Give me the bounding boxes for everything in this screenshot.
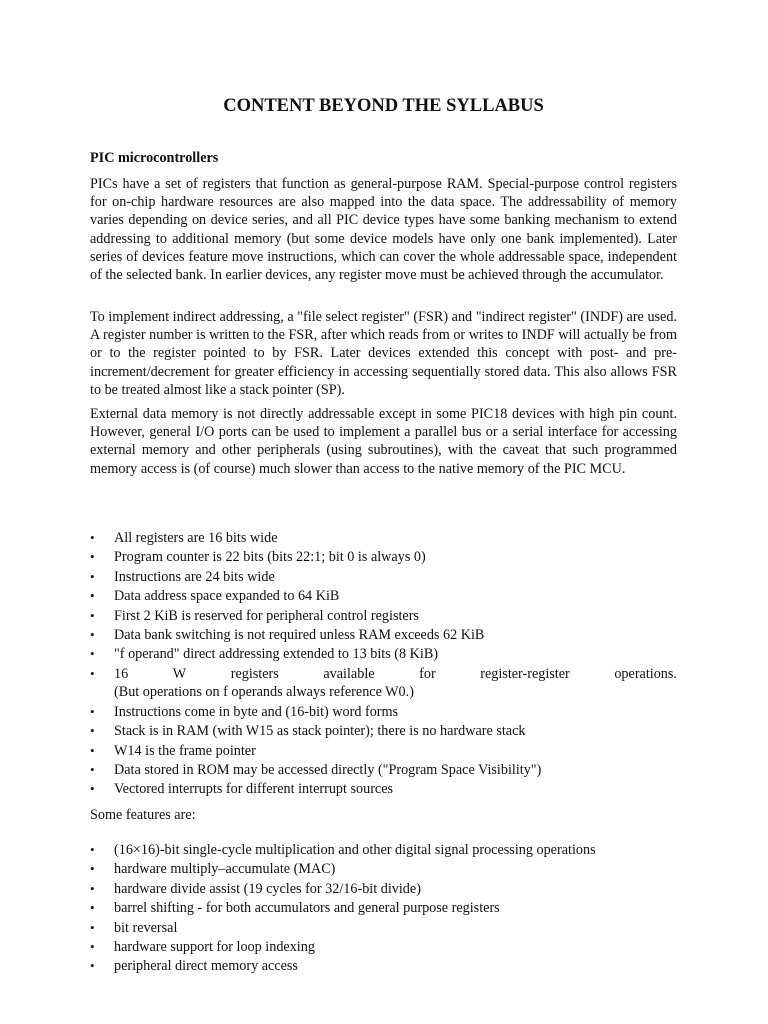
paragraph-registers: PICs have a set of registers that function as general-purpose RAM. Special-purpose control registers for on-chip hardware resources are also mapped into the data space. The addressability of memory varies depending on device series, and all PIC device types have some banking mechanism to extend addressing to additional memory (but some device models have only one bank implemented). Later series of devices feature move instructions, which can cover the whole addressable space, independent of the selected bank. In earlier devices, any register move must be achieved through the accumulator. xyxy=(90,176,677,284)
paragraph-indirect-addressing: To implement indirect addressing, a "file select register" (FSR) and "indirect register" (INDF) are used. A register number is written to the FSR, after which reads from or writes to INDF will actually be from or to the register pointed to by FSR. Later devices extended this concept with post- and pre- increment/decrement for greater efficiency in accessing sequentially stored data. This also allows FSR to be treated almost like a stack pointer (SP). xyxy=(90,309,677,398)
word: for xyxy=(419,665,436,682)
page-title: CONTENT BEYOND THE SYLLABUS xyxy=(223,96,544,116)
list-item: • Data address space expanded to 64 KiB xyxy=(90,587,677,606)
list-item: • All registers are 16 bits wide xyxy=(90,529,677,548)
list-item: • peripheral direct memory access xyxy=(90,957,677,976)
list-item: • hardware support for loop indexing xyxy=(90,938,677,957)
list-item: • W14 is the frame pointer xyxy=(90,742,677,761)
w-registers-note: (But operations on f operands always reference W0.) xyxy=(114,683,414,700)
features-list xyxy=(90,841,677,977)
list-item: • "f operand" direct addressing extended to 13 bits (8 KiB) xyxy=(90,645,677,664)
list-item: • Instructions come in byte and (16-bit) word forms xyxy=(90,703,677,722)
list-item: • First 2 KiB is reserved for peripheral control registers xyxy=(90,607,677,626)
list-item: • Data bank switching is not required unless RAM exceeds 62 KiB xyxy=(90,626,677,645)
features-intro: Some features are: xyxy=(90,807,196,823)
list-item: • hardware multiply–accumulate (MAC) xyxy=(90,860,677,879)
w-registers-line xyxy=(114,665,677,683)
section-heading: PIC microcontrollers xyxy=(90,150,219,166)
architecture-list xyxy=(90,529,677,800)
list-item: • Stack is in RAM (with W15 as stack pointer); there is no hardware stack xyxy=(90,722,677,741)
word: W xyxy=(172,665,187,682)
list-item: • Instructions are 24 bits wide xyxy=(90,568,677,587)
word: • 16 xyxy=(114,665,129,682)
list-item-w-registers xyxy=(90,665,677,703)
list-item: • Program counter is 22 bits (bits 22:1; bit 0 is always 0) xyxy=(90,548,677,567)
word: register-register xyxy=(480,665,570,682)
word: available xyxy=(323,665,375,682)
word: operations. xyxy=(614,665,677,682)
list-item: • hardware divide assist (19 cycles for 32/16-bit divide) xyxy=(90,880,677,899)
list-item: • Data stored in ROM may be accessed directly ("Program Space Visibility") xyxy=(90,761,677,780)
list-item: • (16×16)-bit single-cycle multiplication and other digital signal processing operations xyxy=(90,841,677,860)
list-item: • Vectored interrupts for different interrupt sources xyxy=(90,780,677,799)
list-item: • bit reversal xyxy=(90,919,677,938)
list-item: • barrel shifting - for both accumulators and general purpose registers xyxy=(90,899,677,918)
paragraph-external-memory: External data memory is not directly addressable except in some PIC18 devices with high pin count. However, general I/O ports can be used to implement a parallel bus or a serial interface for accessing external memory and other peripherals (using subroutines), with the caveat that such programmed memory access is (of course) much slower than access to the native memory of the PIC MCU. xyxy=(90,406,677,477)
word: registers xyxy=(230,665,279,682)
